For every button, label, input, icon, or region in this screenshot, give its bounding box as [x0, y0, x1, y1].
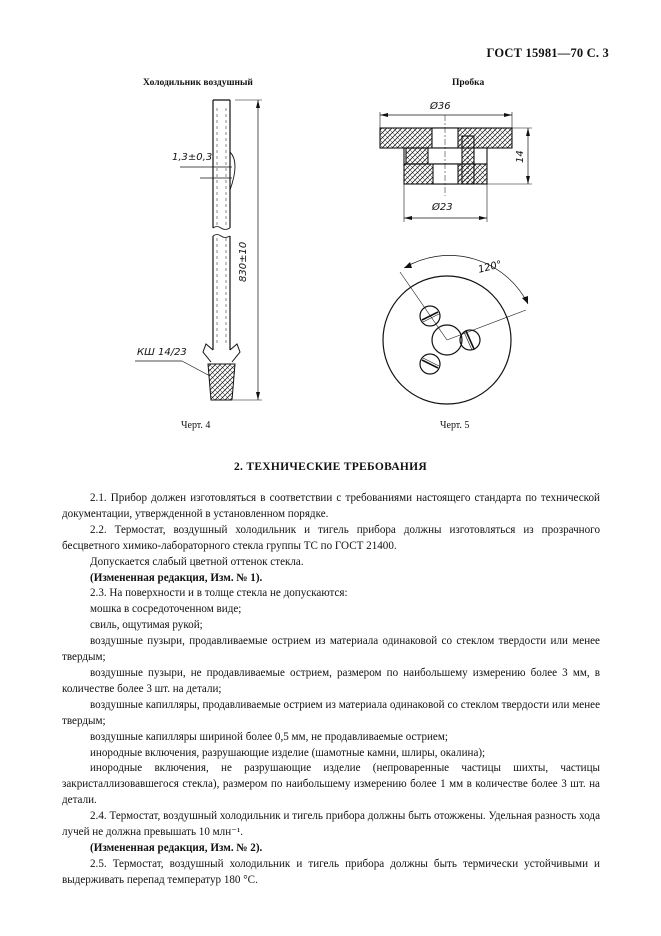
- paragraph: 2.3. На поверхности и в толще стекла не допускаются:: [90, 587, 348, 600]
- paragraph: Допускается слабый цветной оттенок стекла.: [90, 555, 304, 568]
- stopper-side-view: [380, 112, 532, 222]
- list-item: инородные включения, не разрушающие изделие (непроваренные частицы шихты, частицы закристаллизовавшегося стекла), размером по наибольшему измерению более 1 мм в количестве более 3 шт. на детали.: [62, 762, 600, 807]
- list-item: воздушные капилляры, продавливаемые острием из материала одинаковой со стеклом твердости или менее твердым;: [62, 698, 600, 727]
- page-header: ГОСТ 15981—70 С. 3: [486, 46, 609, 60]
- body-text: [62, 491, 600, 889]
- fig4-dim-joint: КШ 14/23: [137, 347, 187, 358]
- stopper-top-view: [383, 255, 528, 404]
- paragraph: 2.4. Термостат, воздушный холодильник и тигель прибора должны быть отожжены. Удельная разность хода лучей не должна превышать 10 млн⁻¹.: [62, 810, 600, 839]
- paragraph: 2.2. Термостат, воздушный холодильник и тигель прибора должны изготовляться из прозрачного бесцветного химико-лабораторного стекла группы ТС по ГОСТ 21400.: [62, 523, 600, 552]
- fig4-dim-length: 830±10: [238, 241, 249, 282]
- fig5-dim-inner-diameter: Ø23: [432, 202, 453, 213]
- technical-drawings: [0, 0, 661, 440]
- fig5-dim-outer-diameter: Ø36: [430, 101, 451, 112]
- fig5-dim-height: 14: [515, 150, 526, 163]
- fig4-caption: Холодильник воздушный: [143, 78, 253, 88]
- fig5-label: Черт. 5: [440, 420, 470, 431]
- list-item: мошка в сосредоточенном виде;: [90, 603, 242, 616]
- amendment-note: (Измененная редакция, Изм. № 1).: [90, 571, 263, 584]
- paragraph: 2.1. Прибор должен изготовляться в соответствии с требованиями настоящего стандарта по технической документации, утвержденной в установленном порядке.: [62, 492, 600, 520]
- fig4-label: Черт. 4: [181, 420, 211, 431]
- fig5-dim-angle: 120°: [477, 259, 504, 276]
- list-item: воздушные пузыри, не продавливаемые острием, размером по наибольшему измерению более 3 мм, в количестве более 3 шт. на детали;: [62, 666, 600, 695]
- fig4-dim-wall: 1,3±0,3: [172, 152, 213, 163]
- list-item: воздушные капилляры шириной более 0,5 мм, не продавливаемые острием;: [90, 730, 448, 743]
- list-item: воздушные пузыри, продавливаемые острием из материала одинаковой со стеклом твердости или менее твердым;: [62, 635, 600, 664]
- paragraph: 2.5. Термостат, воздушный холодильник и тигель прибора должны быть термически устойчивыми и выдерживать перепад температур 180 °С.: [62, 857, 600, 886]
- list-item: свиль, ощутимая рукой;: [90, 619, 203, 632]
- fig5-caption: Пробка: [452, 78, 485, 88]
- amendment-note: (Измененная редакция, Изм. № 2).: [90, 841, 263, 854]
- section-title: 2. ТЕХНИЧЕСКИЕ ТРЕБОВАНИЯ: [233, 461, 428, 473]
- list-item: инородные включения, разрушающие изделие (шамотные камни, шлиры, окалина);: [90, 746, 486, 759]
